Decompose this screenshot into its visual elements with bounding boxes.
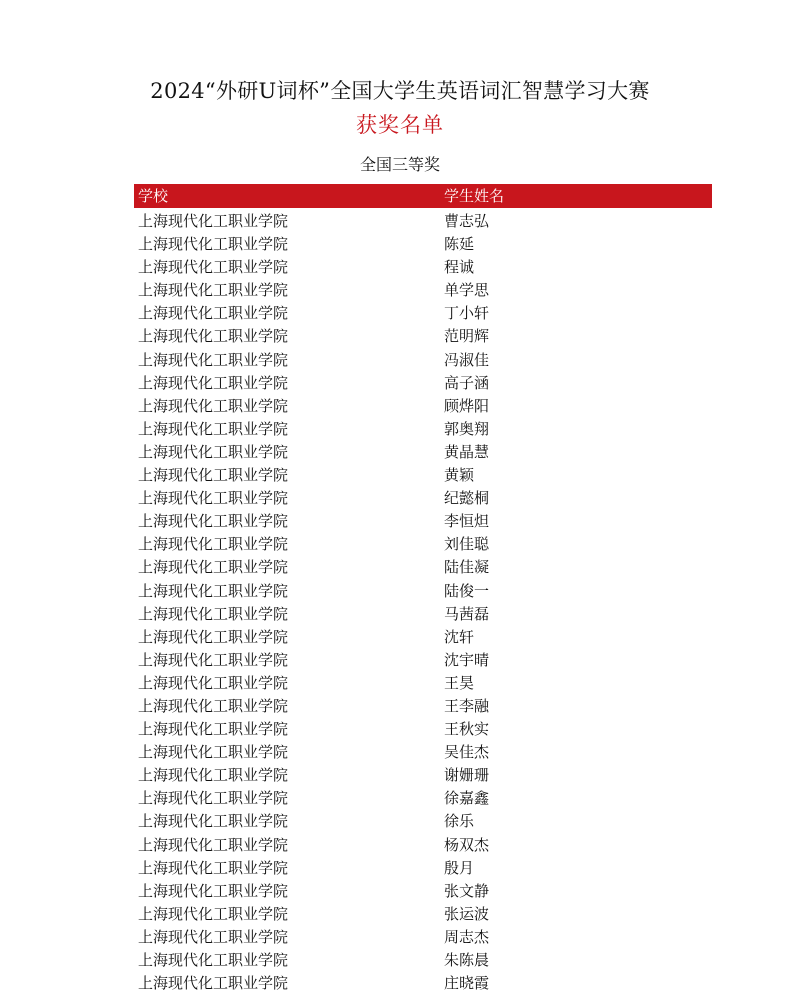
- student-name-cell: 郭奥翔: [444, 419, 490, 438]
- school-cell: 上海现代化工职业学院: [138, 327, 289, 346]
- table-row: [134, 834, 712, 857]
- student-name-cell: 高子涵: [444, 373, 490, 392]
- school-cell: 上海现代化工职业学院: [138, 419, 289, 438]
- student-name-cell: 刘佳聪: [444, 535, 490, 554]
- student-name-cell: 王昊: [444, 673, 475, 692]
- school-cell: 上海现代化工职业学院: [138, 789, 289, 808]
- school-cell: 上海现代化工职业学院: [138, 858, 289, 877]
- table-row: [134, 603, 712, 626]
- school-cell: 上海现代化工职业学院: [138, 835, 289, 854]
- school-cell: 上海现代化工职业学院: [138, 720, 289, 739]
- table-row: [134, 580, 712, 603]
- student-name-cell: 单学思: [444, 281, 490, 300]
- student-name-cell: 陆俊一: [444, 581, 490, 600]
- student-name-cell: 曹志弘: [444, 212, 490, 230]
- student-name-cell: 沈轩: [444, 627, 475, 646]
- student-name-cell: 王李融: [444, 696, 490, 715]
- school-cell: 上海现代化工职业学院: [138, 466, 289, 485]
- table-row: [134, 764, 712, 787]
- student-name-cell: 陈延: [444, 235, 475, 254]
- school-cell: 上海现代化工职业学院: [138, 512, 289, 531]
- table-row: [134, 649, 712, 672]
- student-name-cell: 殷月: [444, 858, 475, 877]
- student-name-cell: 王秋实: [444, 720, 490, 739]
- table-row: [134, 972, 712, 995]
- school-cell: 上海现代化工职业学院: [138, 627, 289, 646]
- student-name-cell: 张文静: [444, 881, 490, 900]
- school-cell: 上海现代化工职业学院: [138, 904, 289, 923]
- school-cell: 上海现代化工职业学院: [138, 766, 289, 785]
- student-name-cell: 纪懿桐: [444, 489, 490, 508]
- table-row: [134, 857, 712, 880]
- student-name-cell: 徐嘉鑫: [444, 789, 490, 808]
- school-cell: 上海现代化工职业学院: [138, 743, 289, 762]
- school-cell: 上海现代化工职业学院: [138, 951, 289, 969]
- table-row: [134, 349, 712, 372]
- table-row: [134, 880, 712, 903]
- school-cell: 上海现代化工职业学院: [138, 558, 289, 577]
- table-row: [134, 233, 712, 256]
- table-row: [134, 741, 712, 764]
- table-row: [134, 810, 712, 833]
- student-name-cell: 庄晓霞: [444, 974, 490, 993]
- school-cell: 上海现代化工职业学院: [138, 927, 289, 946]
- table-row: [134, 672, 712, 695]
- student-name-cell: 朱陈晨: [444, 951, 490, 969]
- student-name-cell: 陆佳凝: [444, 558, 490, 577]
- student-name-cell: 冯淑佳: [444, 350, 490, 369]
- school-cell: 上海现代化工职业学院: [138, 212, 289, 230]
- school-cell: 上海现代化工职业学院: [138, 235, 289, 254]
- page-subtitle: 获奖名单: [356, 113, 444, 137]
- table-row: [134, 949, 712, 972]
- school-cell: 上海现代化工职业学院: [138, 974, 289, 993]
- table-row: [134, 626, 712, 649]
- student-name-cell: 黄晶慧: [444, 442, 490, 461]
- table-row: [134, 441, 712, 464]
- student-name-cell: 程诚: [444, 258, 475, 277]
- table-row: [134, 279, 712, 302]
- school-cell: 上海现代化工职业学院: [138, 650, 289, 669]
- award-level-heading: 全国三等奖: [359, 155, 440, 174]
- winners-table-body: [134, 210, 712, 995]
- school-cell: 上海现代化工职业学院: [138, 350, 289, 369]
- school-cell: 上海现代化工职业学院: [138, 442, 289, 461]
- school-cell: 上海现代化工职业学院: [138, 281, 289, 300]
- student-name-cell: 张运波: [444, 904, 490, 923]
- student-name-cell: 黄颖: [444, 466, 475, 485]
- student-name-cell: 丁小轩: [444, 304, 490, 323]
- student-name-cell: 马茜磊: [444, 604, 490, 623]
- school-cell: 上海现代化工职业学院: [138, 696, 289, 715]
- table-row: [134, 556, 712, 579]
- table-row: [134, 464, 712, 487]
- table-row: [134, 903, 712, 926]
- school-cell: 上海现代化工职业学院: [138, 396, 289, 415]
- school-cell: 上海现代化工职业学院: [138, 673, 289, 692]
- school-cell: 上海现代化工职业学院: [138, 604, 289, 623]
- table-row: [134, 256, 712, 279]
- school-cell: 上海现代化工职业学院: [138, 581, 289, 600]
- table-row: [134, 302, 712, 325]
- table-row: [134, 695, 712, 718]
- table-header: [134, 184, 712, 208]
- column-header-student-name: 学生姓名: [444, 187, 505, 205]
- column-header-school: 学校: [138, 187, 169, 205]
- student-name-cell: 吴佳杰: [444, 743, 490, 762]
- school-cell: 上海现代化工职业学院: [138, 304, 289, 323]
- school-cell: 上海现代化工职业学院: [138, 535, 289, 554]
- table-row: [134, 210, 712, 233]
- school-cell: 上海现代化工职业学院: [138, 881, 289, 900]
- school-cell: 上海现代化工职业学院: [138, 812, 289, 831]
- student-name-cell: 李恒炟: [444, 512, 490, 531]
- student-name-cell: 徐乐: [444, 812, 475, 831]
- table-row: [134, 718, 712, 741]
- student-name-cell: 周志杰: [444, 927, 490, 946]
- school-cell: 上海现代化工职业学院: [138, 373, 289, 392]
- student-name-cell: 杨双杰: [444, 835, 490, 854]
- table-row: [134, 418, 712, 441]
- table-row: [134, 787, 712, 810]
- school-cell: 上海现代化工职业学院: [138, 489, 289, 508]
- page-title: 2024“外研U词杯”全国大学生英语词汇智慧学习大赛: [150, 79, 650, 103]
- school-cell: 上海现代化工职业学院: [138, 258, 289, 277]
- student-name-cell: 范明辉: [444, 327, 490, 346]
- table-row: [134, 372, 712, 395]
- table-row: [134, 533, 712, 556]
- student-name-cell: 谢姗珊: [444, 766, 490, 785]
- table-row: [134, 395, 712, 418]
- student-name-cell: 顾烨阳: [444, 396, 490, 415]
- table-row: [134, 510, 712, 533]
- table-row: [134, 487, 712, 510]
- student-name-cell: 沈宇晴: [444, 650, 490, 669]
- table-row: [134, 926, 712, 949]
- table-row: [134, 325, 712, 348]
